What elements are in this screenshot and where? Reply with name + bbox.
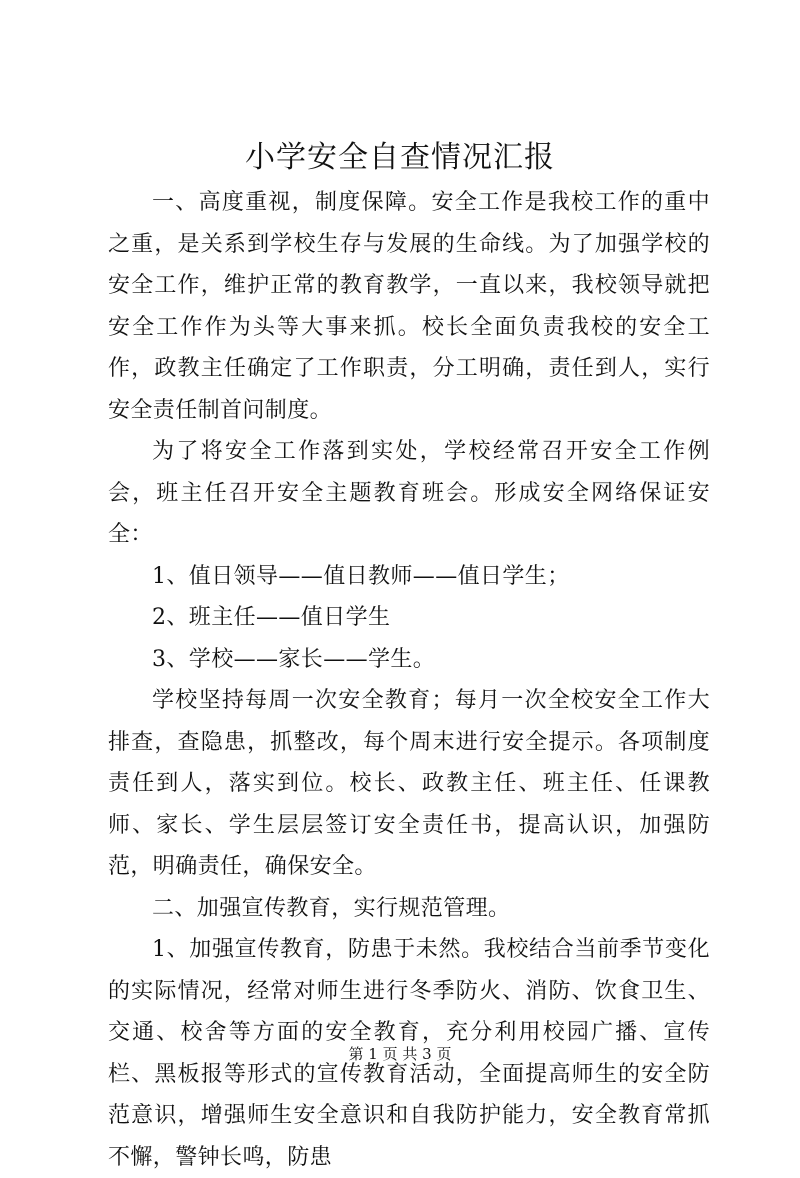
list-item-school-parent: 3、学校——家长——学生。 xyxy=(152,646,436,672)
document-title: 小学安全自查情况汇报 xyxy=(245,140,555,175)
list-item-duty-chain: 1、值日领导——值日教师——值日学生； xyxy=(152,563,570,589)
paragraph-section-1: 一、高度重视，制度保障。安全工作是我校工作的重中之重，是关系到学校生存与发展的生命线。为了加强学校的安全工作，维护正常的教育教学，一直以来，我校领导就把安全工作作为头等大事来抓。校长全面负责我校的安全工作，政教主任确定了工作职责，分工明确，责任到人，实行安全责任制首问制度。 xyxy=(108,190,710,423)
paragraph-publicity-education: 1、加强宣传教育，防患于未然。我校结合当前季节变化的实际情况，经常对师生进行冬季防火、消防、饮食卫生、交通、校舍等方面的安全教育，充分利用校园广播、宣传栏、黑板报等形式的宣传教育活动，全面提高师生的安全防范意识，增强师生安全意识和自我防护能力，安全教育常抓不懈，警钟长鸣，防患 xyxy=(108,937,710,1170)
paragraph-weekly-education: 学校坚持每周一次安全教育；每月一次全校安全工作大排查，查隐患，抓整改，每个周末进行安全提示。各项制度责任到人，落实到位。校长、政教主任、班主任、任课教师、家长、学生层层签订安全责任书，提高认识，加强防范，明确责任，确保安全。 xyxy=(108,688,710,879)
section-heading-2: 二、加强宣传教育，实行规范管理。 xyxy=(152,895,511,921)
document-body xyxy=(108,182,710,1178)
paragraph-safety-network: 为了将安全工作落到实处，学校经常召开安全工作例会，班主任召开安全主题教育班会。形成安全网络保证安全： xyxy=(108,439,710,547)
list-item-class-teacher: 2、班主任——值日学生 xyxy=(152,605,391,630)
page-footer: 第 1 页 共 3 页 xyxy=(348,1045,452,1063)
